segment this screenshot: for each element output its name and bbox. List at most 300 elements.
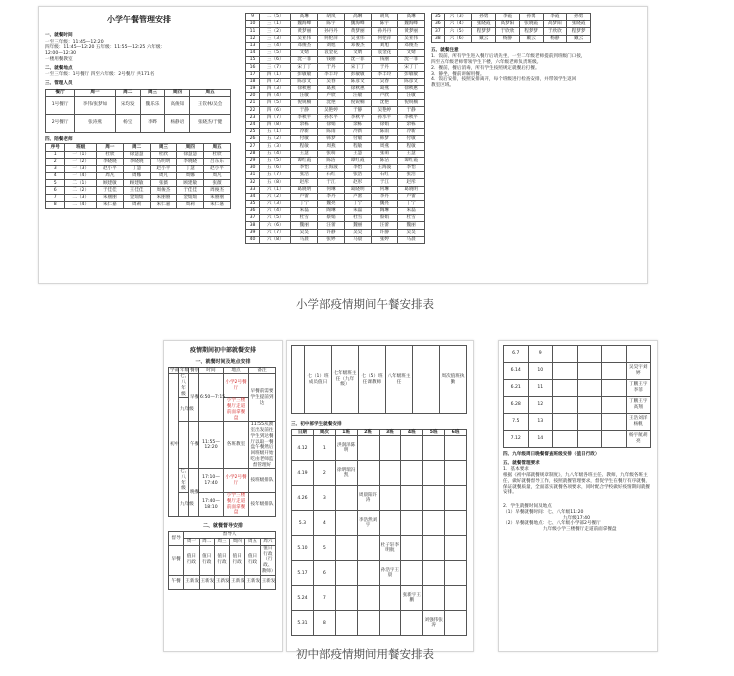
table-cell: 周二 xyxy=(123,144,150,151)
table-cell: 吴昊宇刘婷 xyxy=(626,363,651,380)
table-cell: 4.26 xyxy=(292,486,314,511)
table-cell: 9 xyxy=(528,346,553,363)
table-cell: 彭敏敏 xyxy=(344,71,371,78)
table-cell: 黄梦丽 xyxy=(398,28,425,35)
table-cell: 高琳 xyxy=(344,14,371,21)
table-cell: 5.10 xyxy=(292,536,314,561)
table-cell: 付敏 xyxy=(398,136,425,143)
table-cell: 魏亮 xyxy=(371,200,398,207)
table-cell: 李霞 xyxy=(543,14,567,21)
table-cell: 沈一菲 xyxy=(398,57,425,64)
table-cell: 2班 xyxy=(357,429,379,436)
table-cell: 朱丽丽 xyxy=(150,194,177,201)
table-row xyxy=(246,136,425,143)
table-cell: 五（5） xyxy=(260,157,291,164)
table-cell: 徐慧慧 xyxy=(177,151,204,158)
table-cell: 3 xyxy=(313,486,335,511)
table-cell: 三（1） xyxy=(260,21,291,28)
table-cell: 沈艳 xyxy=(318,100,345,107)
table-row xyxy=(46,180,231,187)
table-cell xyxy=(357,586,379,611)
table-cell: 二（5） xyxy=(260,14,291,21)
table-cell: 黄梦丽 xyxy=(291,28,318,35)
table-cell: 魏丽 xyxy=(344,222,371,229)
table-cell: 许静 xyxy=(318,229,345,236)
table-cell: 孙浩宇王晨 xyxy=(379,561,401,586)
table-cell: 高琳 xyxy=(398,14,425,21)
table-cell: 邓俊杰 xyxy=(398,42,425,49)
table-cell: 何伦萍 xyxy=(371,35,398,42)
right-h1: 四、九年级周日晚餐督查班级安排（值日行政） xyxy=(503,452,600,457)
table-cell xyxy=(379,461,401,486)
table-cell: 37 xyxy=(432,28,445,35)
primary-middle-column xyxy=(245,13,425,244)
table-cell: 何琳 xyxy=(371,186,398,193)
table-cell xyxy=(602,431,627,448)
table-cell: 朱磊 xyxy=(291,208,318,215)
table-row xyxy=(246,236,425,243)
table-cell: 6.14 xyxy=(504,363,529,380)
table-cell: 于静 xyxy=(398,107,425,114)
table-cell: 葛燕 xyxy=(371,85,398,92)
table-cell xyxy=(423,461,445,486)
table-cell: 周凡 xyxy=(150,173,177,180)
table-cell: 沈一菲 xyxy=(344,57,371,64)
table-cell: 葛晓明 xyxy=(398,186,425,193)
table-cell xyxy=(401,611,423,636)
table-cell: 赵彤 xyxy=(398,179,425,186)
table-cell: 二（4） xyxy=(65,201,96,208)
table-cell xyxy=(401,561,423,586)
table-cell: 四（2） xyxy=(260,78,291,85)
primary-lunch-document xyxy=(38,6,648,284)
table-cell: 33 xyxy=(246,186,260,193)
table-cell xyxy=(401,461,423,486)
table-cell: 杜欣 xyxy=(204,151,231,158)
table-cell xyxy=(445,536,467,561)
table-cell: 韩梦 xyxy=(371,136,398,143)
table-row xyxy=(246,150,425,157)
table-row xyxy=(246,172,425,179)
table-cell: 魏海峰 xyxy=(291,21,318,28)
note-line: 1．饭前，所有学生进入餐厅后请先坐，一至二年级老师提前到班级门口接， xyxy=(431,54,586,60)
table-cell xyxy=(401,511,423,536)
table-cell xyxy=(553,397,578,414)
table-cell: 28 xyxy=(246,150,260,157)
table-cell: 周娜 xyxy=(123,173,150,180)
table-cell: 李霞 xyxy=(496,14,520,21)
table-row xyxy=(46,151,231,158)
table-row xyxy=(292,486,467,511)
table-cell: 魏丽 xyxy=(291,222,318,229)
table-cell: 付敏 xyxy=(344,136,371,143)
table-cell xyxy=(577,414,602,431)
table-cell: 6.7 xyxy=(504,346,529,363)
table-cell: 张浩 xyxy=(344,172,371,179)
table-cell: 杜子轩李明航 xyxy=(379,536,401,561)
table-cell xyxy=(577,397,602,414)
table-cell: 班级 xyxy=(65,144,96,151)
middle-sec2: 二、就餐督导安排 xyxy=(202,523,243,530)
table-cell: 王慧 xyxy=(398,150,425,157)
middle-title: 疫情期间初中部就餐安排 xyxy=(189,347,256,354)
table-cell: 彭敏敏 xyxy=(291,71,318,78)
table-cell: 程梦梦 xyxy=(519,28,543,35)
table-cell: 倪锐楠 xyxy=(291,100,318,107)
table-cell: 蔡娟 xyxy=(371,215,398,222)
table-cell: 陈彦文 xyxy=(344,78,371,85)
table-cell: 石红 xyxy=(318,172,345,179)
table-cell: 于丹 xyxy=(318,64,345,71)
table-cell: 谭红霞 xyxy=(344,157,371,164)
table-cell: 一（3） xyxy=(65,165,96,172)
right-h3: 1．基本要求 xyxy=(503,467,529,473)
table-cell xyxy=(379,436,401,461)
table-cell: 四（5） xyxy=(260,100,291,107)
table-cell: 李晓晓 xyxy=(96,158,123,165)
table-cell: 胡岚 xyxy=(371,14,398,21)
table-cell xyxy=(423,436,445,461)
table-cell: 李怡 xyxy=(344,164,371,171)
notes-head: 五、就餐注意 xyxy=(431,47,459,53)
table-cell xyxy=(379,486,401,511)
table-cell: 三（4） xyxy=(260,42,291,49)
table-cell: 倪锐楠 xyxy=(398,100,425,107)
table-row xyxy=(46,173,231,180)
table-cell: 7.12 xyxy=(504,431,529,448)
table-cell: 周四 xyxy=(177,144,204,151)
table-cell: 朱丽丽 xyxy=(204,194,231,201)
table-cell: 5 xyxy=(46,180,65,187)
table-cell: 于佳佳 xyxy=(96,187,123,194)
right-l3: （2）早餐就餐地点：七、八年级小学部2号餐厅 xyxy=(503,521,601,527)
table-cell: 卢蕾 xyxy=(291,193,318,200)
table-cell: 马晨 xyxy=(291,236,318,243)
table-cell: 三（2） xyxy=(260,28,291,35)
table-cell: 顾建敏 xyxy=(177,180,204,187)
table-cell: 文婧 xyxy=(398,49,425,56)
section-head-place: 二、就餐地点 xyxy=(45,65,73,71)
table-cell: 李丰玲 xyxy=(318,71,345,78)
time-line: 一至三年级：11:45—12:20 xyxy=(45,39,104,45)
table-cell: 朱磊 xyxy=(398,208,425,215)
table-row xyxy=(246,28,425,35)
middle-time-table: 学部 年级 餐别 时间 地点 备注 初中 七、八年级 早餐 6:50—7:15 小学2号餐厅 早餐前需要学生提前到达 九年级 小学三楼餐厅走道前面拿餐盘 午餐 11:55—12:20 各班教室 11:55从教室出发前往学生到达餐厅以取一餐盘午餐然后回班级开始吃由老师监督管理好 七、八年级 晚餐 17:10—17:40 小学2号餐厅 按班级排队 九年级 17:40—18:10 小学三楼餐厅走道前面拿餐盘 按年级排队 xyxy=(168,367,276,517)
table-cell: 卢欣 xyxy=(371,93,398,100)
table-cell: 李怡 xyxy=(291,164,318,171)
table-cell: 吴昊 xyxy=(344,229,371,236)
table-cell: 杜雪 xyxy=(291,215,318,222)
table-cell: 五（7） xyxy=(260,172,291,179)
table-cell: 11 xyxy=(246,28,260,35)
table-row xyxy=(504,363,651,380)
table-cell: 六（4） xyxy=(444,21,472,28)
section3-head: 三、初中部学生就餐安排 xyxy=(291,422,342,427)
table-cell: 汪蕾 xyxy=(371,222,398,229)
table-cell: 3班 xyxy=(379,429,401,436)
middle-page-2 xyxy=(286,340,474,652)
table-cell: 六（3） xyxy=(444,14,472,21)
table-cell: 程敏 xyxy=(398,143,425,150)
table-cell: 29 xyxy=(246,157,260,164)
table-cell: 吴春 xyxy=(371,78,398,85)
table-cell xyxy=(445,511,467,536)
table-cell: 程梦梦 xyxy=(472,28,496,35)
table-cell: 四（3） xyxy=(260,85,291,92)
table-cell: 李丹 xyxy=(371,193,398,200)
table-cell: 赵彤 xyxy=(291,179,318,186)
table-cell: 周一 xyxy=(96,144,123,151)
table-cell xyxy=(357,611,379,636)
primary-title: 小学午餐管理安排 xyxy=(107,15,171,24)
table-cell: 六（4） xyxy=(260,208,291,215)
table-cell: 刘强伟张涛 xyxy=(423,611,445,636)
table-cell: 周凡 xyxy=(204,173,231,180)
table-row xyxy=(246,208,425,215)
table-cell: 39 xyxy=(246,229,260,236)
table-cell: 宋丁丁 xyxy=(398,64,425,71)
table-cell: 汪敏 xyxy=(344,93,371,100)
table-row xyxy=(246,157,425,164)
table-cell: 五（6） xyxy=(260,164,291,171)
table-cell: 于静 xyxy=(344,107,371,114)
table-cell: 12 xyxy=(528,397,553,414)
table-cell: 张浩 xyxy=(398,172,425,179)
table-cell: 40 xyxy=(246,236,260,243)
table-cell: 谭红霞 xyxy=(398,157,425,164)
table-cell: 二（2） xyxy=(65,187,96,194)
table-cell xyxy=(553,414,578,431)
table-cell: 周燕 xyxy=(371,143,398,150)
table-cell: 冷新 xyxy=(398,129,425,136)
table-cell: 宋丁丁 xyxy=(291,64,318,71)
table-cell: 于静 xyxy=(291,107,318,114)
table-row xyxy=(246,200,425,207)
table-cell: 孙丹丹 xyxy=(371,28,398,35)
table-cell: 5班 xyxy=(423,429,445,436)
table-cell: 一（2） xyxy=(65,158,96,165)
table-cell: 三（7） xyxy=(260,64,291,71)
table-cell: 32 xyxy=(246,179,260,186)
table-cell xyxy=(445,611,467,636)
table-cell: 徐明瑞冯凯 xyxy=(335,461,357,486)
table-cell: 二（3） xyxy=(65,194,96,201)
table-cell xyxy=(626,346,651,363)
table-cell: 朱仁嘉 xyxy=(96,201,123,208)
table-cell: 6.21 xyxy=(504,380,529,397)
table-cell: 22 xyxy=(246,107,260,114)
table-cell: 23 xyxy=(246,114,260,121)
table-cell: 赵小平 xyxy=(96,165,123,172)
table-cell: 16 xyxy=(246,64,260,71)
table-cell: 丁慧 xyxy=(177,165,204,172)
table-cell: 13 xyxy=(528,414,553,431)
table-cell: 日期 xyxy=(292,429,314,436)
table-cell: 26 xyxy=(246,136,260,143)
table-row xyxy=(246,85,425,92)
table-cell: 30 xyxy=(246,164,260,171)
table-cell: 25 xyxy=(246,129,260,136)
table-cell xyxy=(577,346,602,363)
table-cell xyxy=(577,380,602,397)
table-cell: 四（1） xyxy=(260,71,291,78)
table-row xyxy=(246,179,425,186)
table-cell: 刘旭 xyxy=(318,42,345,49)
table-cell: 程梦梦 xyxy=(567,28,591,35)
table-cell: 6 xyxy=(46,187,65,194)
table-cell: 刘旭 xyxy=(371,42,398,49)
table-cell: 周晨阳许涛 xyxy=(357,486,379,511)
table-cell: 徐娟 xyxy=(371,121,398,128)
middle-page-3 xyxy=(498,340,658,652)
table-cell: 余栋 xyxy=(398,121,425,128)
table-cell: 李秋平 xyxy=(398,114,425,121)
student-duty-table xyxy=(291,429,467,637)
table-row xyxy=(432,35,591,42)
table-cell xyxy=(553,346,578,363)
table-cell xyxy=(335,611,357,636)
table-cell: 六（5） xyxy=(260,215,291,222)
table-cell: 李怡 xyxy=(398,164,425,171)
table-cell: 葛燕 xyxy=(318,85,345,92)
table-cell: 何伦萍 xyxy=(318,35,345,42)
table-cell: 张婷 xyxy=(318,236,345,243)
table-cell: 孙丹丹 xyxy=(318,28,345,35)
table-row xyxy=(246,100,425,107)
table-cell: 六（5） xyxy=(444,28,472,35)
table-cell: 赵小平 xyxy=(204,165,231,172)
table-cell xyxy=(602,380,627,397)
table-cell: 36 xyxy=(432,21,445,28)
table-cell: 吴艳婷 xyxy=(371,107,398,114)
table-cell: 13 xyxy=(246,42,260,49)
table-cell: 张薇 xyxy=(150,180,177,187)
table-cell: 于丹 xyxy=(371,64,398,71)
managers-table: 餐厅 周一 周二 周三 周四 周五 1号餐厅 李伟/张梦如 宋均发 魏乐乐 高俊知 王钦林/吴会 2号餐厅 张涛燕 杨宝 李晔 杨静语 张晓杰/于健 xyxy=(45,89,231,133)
table-cell: 陶琳 xyxy=(371,208,398,215)
teachers-table-continued xyxy=(245,13,425,244)
table-cell: 五（2） xyxy=(260,136,291,143)
table-cell: 魏亮 xyxy=(318,200,345,207)
table-cell: 金灿灿 xyxy=(123,194,150,201)
table-cell: 4.19 xyxy=(292,461,314,486)
right-h2: 五、就餐管理要求 xyxy=(503,460,540,466)
table-cell: 六（3） xyxy=(260,200,291,207)
table-cell: 14 xyxy=(246,49,260,56)
table-cell: 蔡娟 xyxy=(318,215,345,222)
table-cell: 杜雪 xyxy=(344,215,371,222)
table-cell: 王佳佳 xyxy=(123,187,150,194)
section-head-teachers: 四、陪餐老师 xyxy=(45,136,73,142)
table-cell: 李秋平 xyxy=(344,114,371,121)
table-cell: 汪敏 xyxy=(291,93,318,100)
table-cell xyxy=(423,536,445,561)
table-cell: 序号 xyxy=(46,144,65,151)
table-cell: 丁鹏王宇李菲 xyxy=(626,380,651,397)
table-cell: 程敏 xyxy=(291,143,318,150)
table-cell: 张萌 xyxy=(318,150,345,157)
table-row xyxy=(292,461,467,486)
table-cell: 钱丽 xyxy=(318,57,345,64)
table-cell: 王浩刘洋杨帆 xyxy=(626,414,651,431)
table-cell xyxy=(335,486,357,511)
table-cell: 1班 xyxy=(335,429,357,436)
table-cell: 徐慧慧 xyxy=(123,151,150,158)
table-cell xyxy=(602,414,627,431)
table-cell: 周燕 xyxy=(318,143,345,150)
table-row xyxy=(46,158,231,165)
table-cell: 吕东东 xyxy=(204,158,231,165)
table-cell: 卢蕾 xyxy=(398,193,425,200)
table-cell: 一（1） xyxy=(65,151,96,158)
table-cell: 于欣欣 xyxy=(543,28,567,35)
table-cell: 丁慧 xyxy=(123,165,150,172)
table-row xyxy=(504,431,651,448)
table-cell xyxy=(423,561,445,586)
table-cell: 文婧 xyxy=(291,49,318,56)
table-row xyxy=(246,229,425,236)
table-cell: 5.31 xyxy=(292,611,314,636)
table-cell: 戴云 xyxy=(519,35,543,42)
table-cell: 三（5） xyxy=(260,49,291,56)
table-cell: 于佳佳 xyxy=(177,187,204,194)
table-cell: 36 xyxy=(246,208,260,215)
right-l4: 九年级小学三楼餐厅走道前面拿餐盘 xyxy=(543,527,617,533)
table-cell: 冷新 xyxy=(291,129,318,136)
table-cell: 杜欣 xyxy=(96,151,123,158)
table-cell: 金灿灿 xyxy=(177,194,204,201)
table-cell: 21 xyxy=(246,100,260,107)
table-cell: 一（4） xyxy=(65,173,96,180)
table-cell: 吴亚伟 xyxy=(291,35,318,42)
note-line: 4．饭后安排，按照安排离开，每个班级进行检查安排，并带领学生返回 xyxy=(431,77,577,83)
table-cell xyxy=(335,536,357,561)
table-cell: 彭敏敏 xyxy=(398,71,425,78)
table-cell: 顾建敏 xyxy=(96,180,123,187)
table-cell: 6 xyxy=(313,561,335,586)
table-cell: 丁鹏王宇高翔 xyxy=(626,397,651,414)
table-cell xyxy=(553,431,578,448)
table-cell: 余栋 xyxy=(344,121,371,128)
table-cell: 37 xyxy=(246,215,260,222)
table-header-row xyxy=(292,429,467,436)
table-cell: 吴春 xyxy=(318,78,345,85)
table-row xyxy=(246,57,425,64)
table-cell: 6班 xyxy=(445,429,467,436)
table-cell: 1 xyxy=(46,151,65,158)
right-p1: 根据《初中部就餐规章制度》，九八年级各班主任、教师，九年级各班主任，做好就餐督导工作，按照就餐管理要求，督促学生在餐厅有序就餐，保证就餐质量，全面落实就餐各项要求，同时配合学校做好疫情期间就餐安排。 xyxy=(503,473,651,496)
table-cell: 谭红霞 xyxy=(291,157,318,164)
table-cell: 陈雨 xyxy=(318,129,345,136)
table-cell: 张萌 xyxy=(371,150,398,157)
time-line: 12:00—12:30 xyxy=(45,51,77,57)
note-line: 四至五年级老师带领学生下楼，六年级老师负责班级。 xyxy=(431,60,542,66)
table-cell: 周莉 xyxy=(123,201,150,208)
table-cell xyxy=(401,536,423,561)
table-cell: 袁金花 xyxy=(371,49,398,56)
table-cell: 高梦阳 xyxy=(543,21,567,28)
table-cell: 4班 xyxy=(401,429,423,436)
table-cell: 吴昊 xyxy=(398,229,425,236)
table-cell: 孙勇 xyxy=(567,14,591,21)
table-cell: 张浩 xyxy=(291,172,318,179)
primary-right-column xyxy=(431,13,637,89)
note-line: 2．餐前，餐后消毒，所有学生按照规定就餐后打餐。 xyxy=(431,65,540,71)
table-row xyxy=(292,536,467,561)
table-cell xyxy=(445,586,467,611)
table-row xyxy=(46,201,231,208)
table-cell xyxy=(357,536,379,561)
